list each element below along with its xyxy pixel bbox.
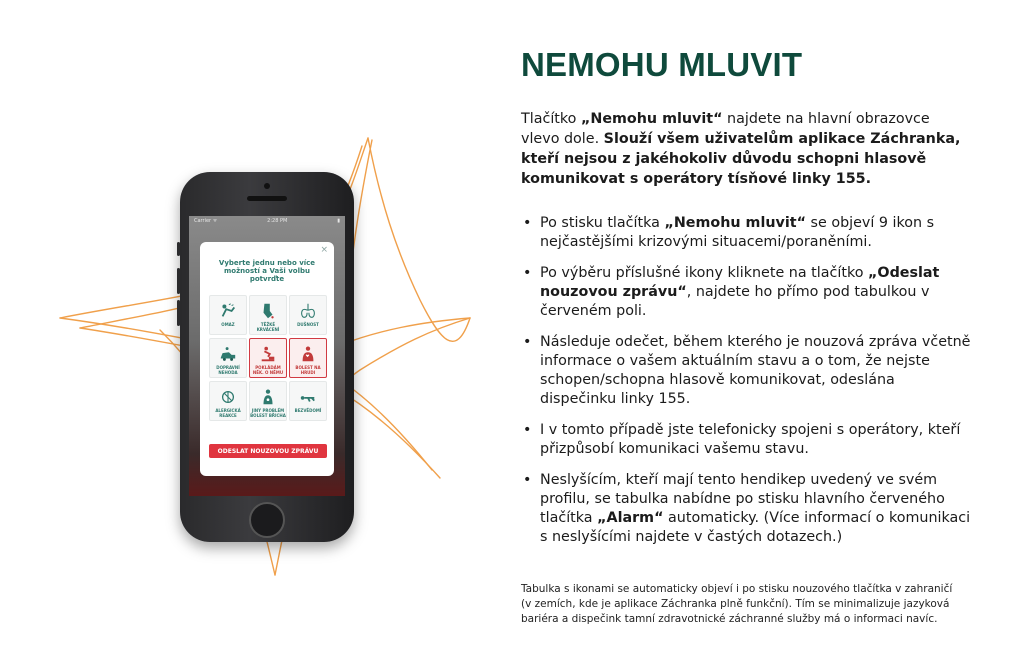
abdominal-pain-icon — [259, 388, 277, 406]
tile-other-problem[interactable]: JINÝ PROBLÉM BOLEST BŘICHA — [249, 381, 287, 421]
dialog-prompt: Vyberte jednu nebo více možností a Vaši volbu potvrďte — [218, 259, 316, 283]
footnote: Tabulka s ikonami se automaticky objeví i po stisku nouzového tlačítka v zahraničí (v zemích, kde je aplikace Záchranka plně funkční). Tím se minimalizuje jazyková bariéra a dispečink tamní zdravotnické záchranné služby má o informaci navíc. — [521, 583, 953, 625]
chest-pain-icon — [299, 345, 317, 363]
tile-unconscious[interactable]: BEZVĚDOMÍ — [289, 381, 327, 421]
tile-traffic-accident[interactable]: DOPRAVNÍ NEHODA — [209, 338, 247, 378]
front-camera — [264, 183, 270, 189]
phone-screen — [189, 216, 345, 496]
instruction-list — [521, 214, 971, 559]
situation-icon-grid — [209, 295, 327, 421]
page-title: NEMOHU MLUVIT — [521, 46, 803, 83]
earpiece-speaker — [247, 196, 287, 201]
car-crash-icon — [219, 345, 237, 363]
allergy-icon — [219, 388, 237, 406]
unconscious-icon — [299, 388, 317, 406]
bleeding-hand-icon — [259, 302, 277, 320]
volume-up-button — [177, 268, 180, 294]
list-item: • Následuje odečet, během kterého je nouzová zpráva včetně informace o vašem aktuálním stavu a o tom, že nejste schopen/schopna hlasově komunikovat, odeslána dispečinku linky 155. — [521, 333, 971, 409]
tile-chest-pain[interactable]: BOLEST NA HRUDI — [289, 338, 327, 378]
clock-label: 2:28 PM — [267, 218, 288, 224]
close-icon[interactable]: × — [320, 245, 328, 255]
battery-icon: ▮ — [337, 218, 340, 224]
tile-heavy-bleeding[interactable]: TĚŽKÉ KRVÁCENÍ — [249, 295, 287, 335]
phone-illustration — [0, 0, 500, 662]
intro-paragraph: Tlačítko „Nemohu mluvit“ najdete na hlavní obrazovce vlevo dole. Slouží všem uživatelům aplikace Záchranka, kteří nejsou z jakéhokoliv důvodu schopni hlasově komunikovat s operátory tísňové linky 155. — [521, 111, 961, 187]
list-item: • Po výběru příslušné ikony kliknete na tlačítko „Odeslat nouzovou zprávu“, najdete ho přímo pod tabulkou v červeném poli. — [521, 264, 971, 321]
list-item: • Neslyšícím, kteří mají tento hendikep uvedený ve svém profilu, se tabulka nabídne po stisku hlavního červeného tlačítka „Alarm“ automaticky. (Více informací o komunikaci s neslyšícími najdete v častých dotazech.) — [521, 471, 971, 547]
tile-omaz[interactable]: OMAZ — [209, 295, 247, 335]
list-item: • Po stisku tlačítka „Nemohu mluvit“ se objeví 9 ikon s nejčastějšími krizovými situacemi/poraněními. — [521, 214, 971, 252]
lungs-icon — [299, 302, 317, 320]
volume-down-button — [177, 300, 180, 326]
mute-switch — [177, 242, 180, 256]
dizzy-person-icon — [219, 302, 237, 320]
list-item: • I v tomto případě jste telefonicky spojeni s operátory, kteří přizpůsobí komunikaci vašemu stavu. — [521, 421, 971, 459]
emergency-icon-dialog — [200, 242, 334, 476]
home-button[interactable] — [249, 502, 285, 538]
tile-allergic-reaction[interactable]: ALERGICKÁ REAKCE — [209, 381, 247, 421]
cpr-icon — [259, 345, 277, 363]
tile-cpr[interactable]: POKLÁDÁM NĚK. O NĚMU — [249, 338, 287, 378]
phone-frame — [180, 172, 354, 542]
tile-dyspnea[interactable]: DUŠNOST — [289, 295, 327, 335]
carrier-label: Carrier ᯤ — [194, 218, 218, 224]
send-emergency-message-button[interactable]: ODESLAT NOUZOVOU ZPRÁVU — [209, 444, 327, 458]
status-bar — [189, 216, 345, 226]
